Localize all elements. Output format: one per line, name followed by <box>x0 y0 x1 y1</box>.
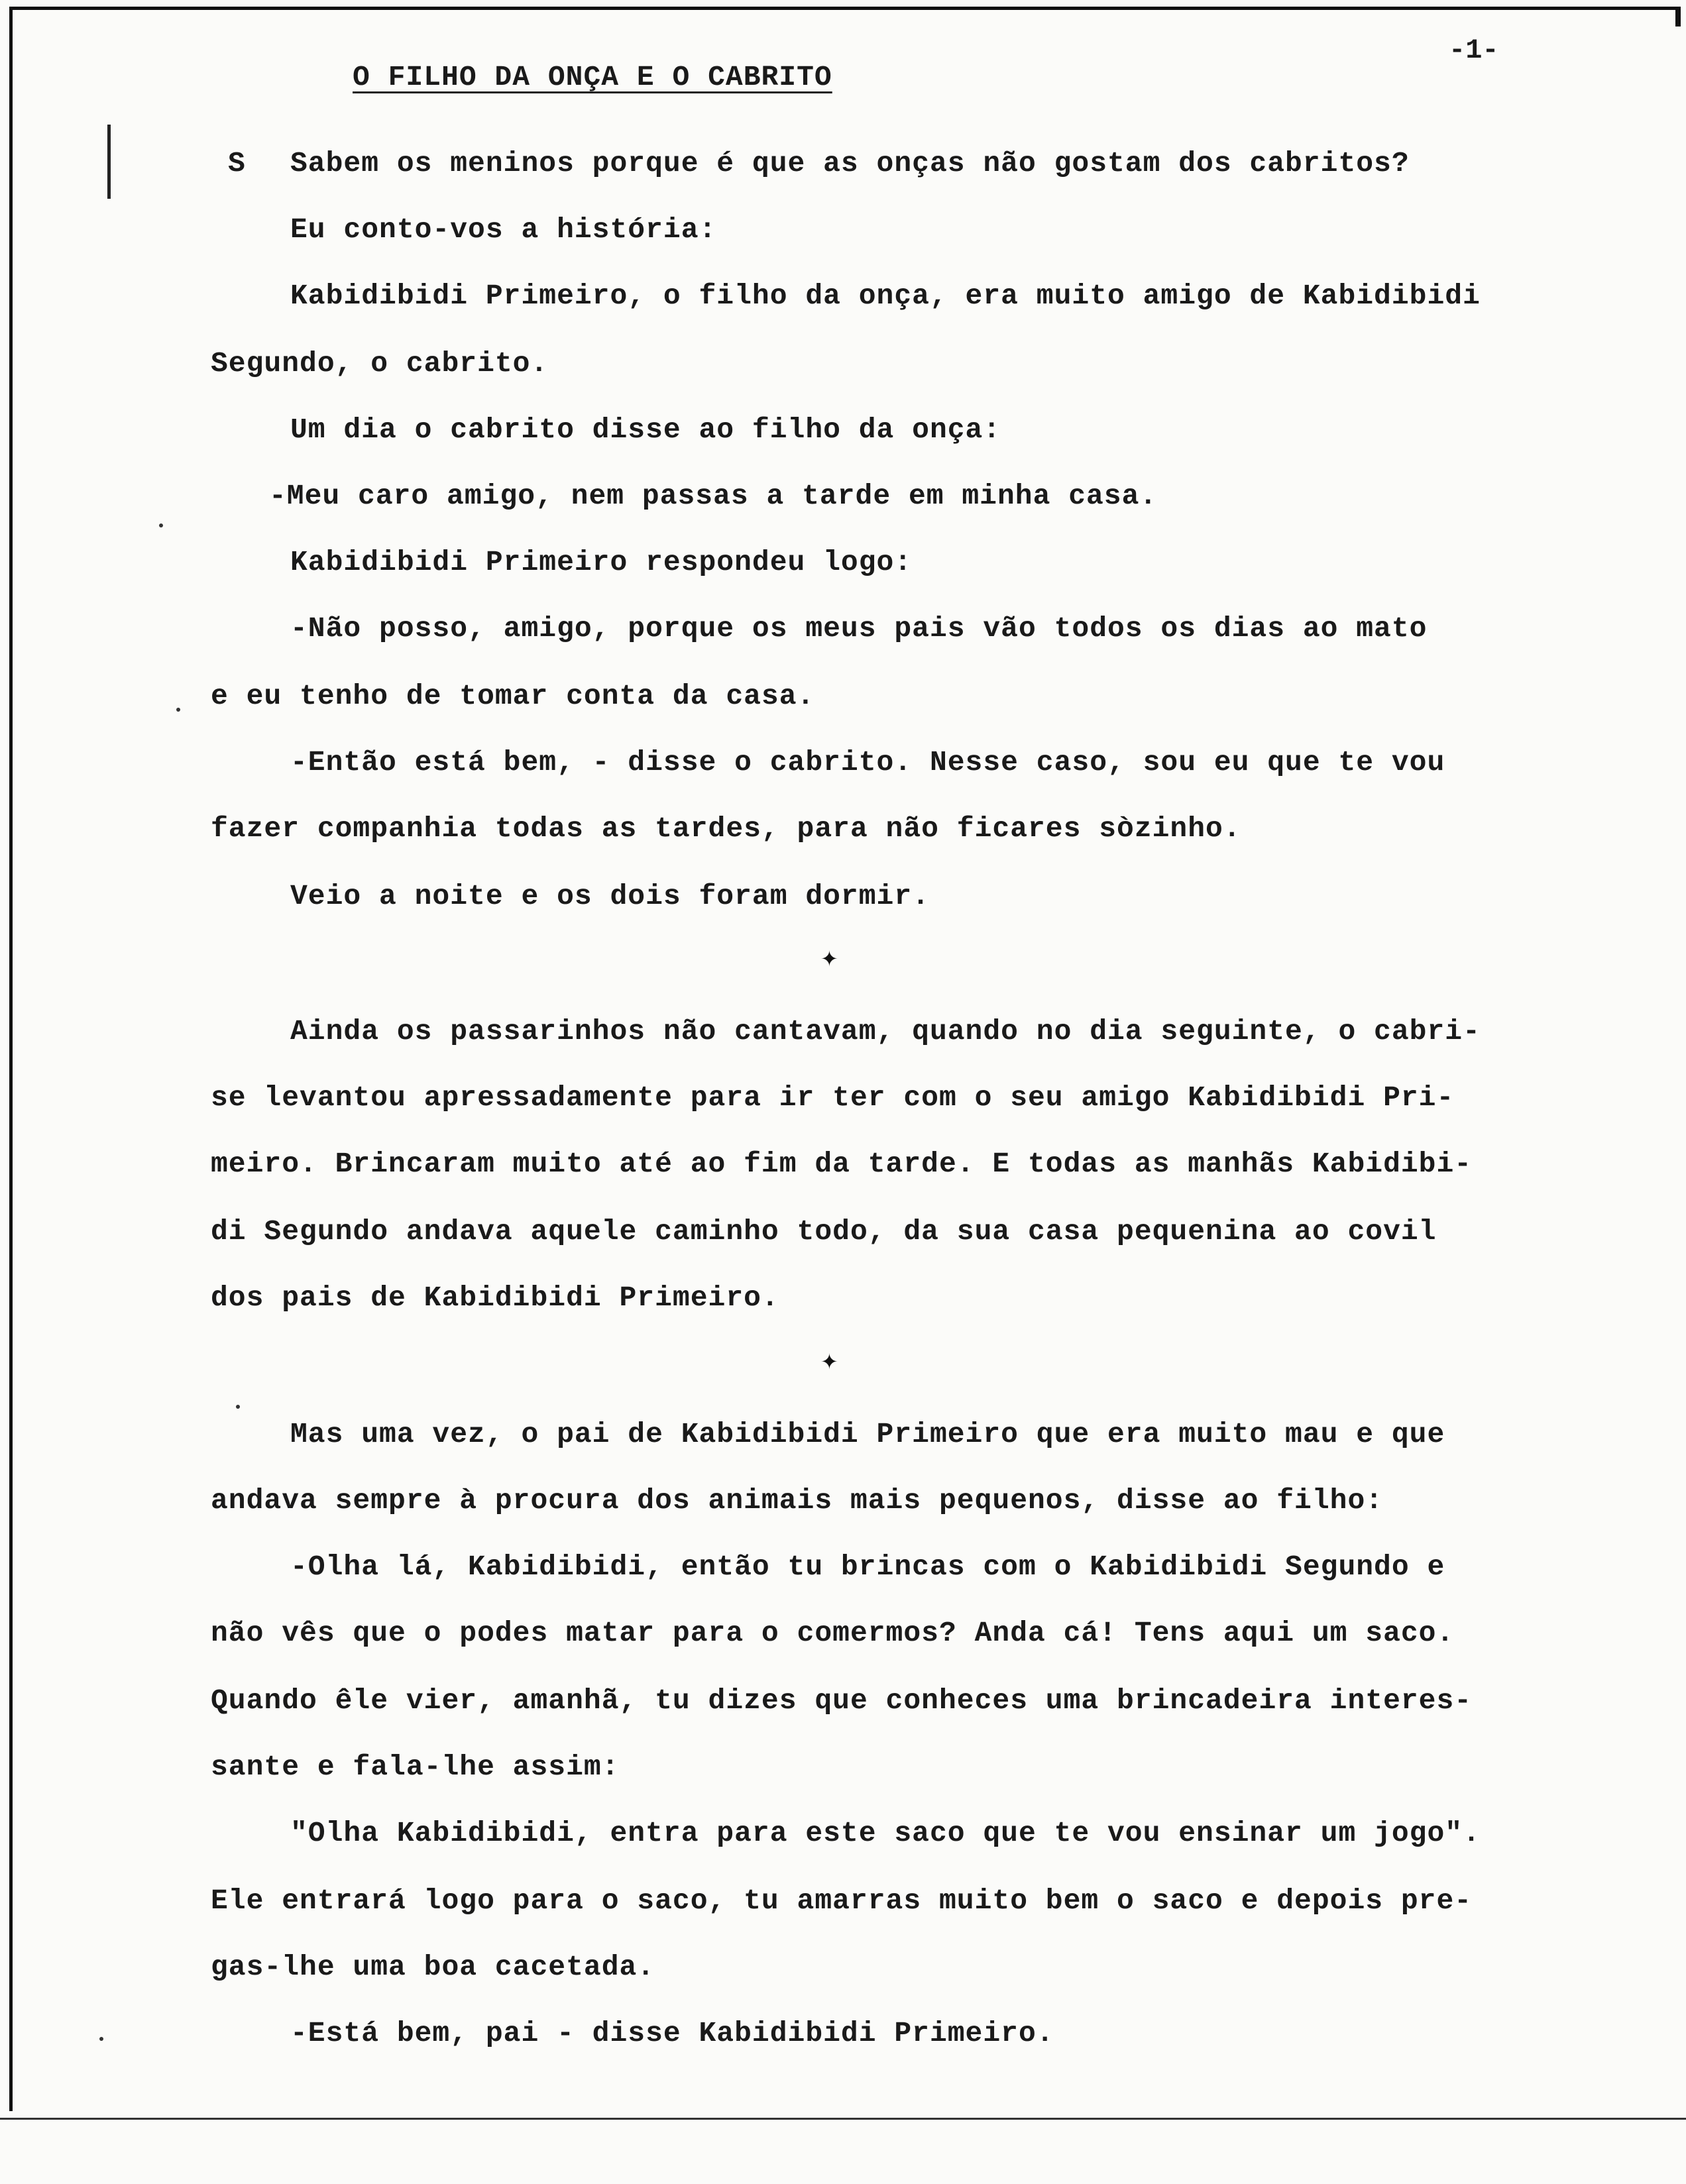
page-border-right <box>1675 7 1681 27</box>
text-line: -Olha lá, Kabidibidi, então tu brincas com o Kabidibidi Segundo e <box>290 1551 1445 1583</box>
text-line: -Então está bem, - disse o cabrito. Nesse caso, sou eu que te vou <box>290 746 1445 779</box>
text-line: meiro. Brincaram muito até ao fim da tarde. E todas as manhãs Kabidibi- <box>211 1148 1473 1180</box>
text-line: Um dia o cabrito disse ao filho da onça: <box>290 413 1001 446</box>
text-line: gas-lhe uma boa cacetada. <box>211 1951 655 1983</box>
ink-speck <box>236 1405 240 1409</box>
text-line: -Está bem, pai - disse Kabidibidi Primeiro. <box>290 2017 1054 2049</box>
text-line: Eu conto-vos a história: <box>290 213 717 246</box>
section-separator: ✦ <box>820 946 838 971</box>
text-line: sante e fala-lhe assim: <box>211 1751 620 1783</box>
ink-speck <box>176 708 180 712</box>
document-title: O FILHO DA ONÇA E O CABRITO <box>353 61 832 93</box>
text-line: Ainda os passarinhos não cantavam, quando no dia seguinte, o cabri- <box>290 1015 1481 1048</box>
section-separator: ✦ <box>820 1349 838 1374</box>
text-line: Kabidibidi Primeiro, o filho da onça, era muito amigo de Kabidibidi <box>290 280 1481 312</box>
margin-mark: S <box>228 147 245 180</box>
text-line: Veio a noite e os dois foram dormir. <box>290 880 930 912</box>
text-line: fazer companhia todas as tardes, para não ficares sòzinho. <box>211 812 1241 845</box>
bottom-rule <box>0 2118 1686 2120</box>
text-line: di Segundo andava aquele caminho todo, da sua casa pequenina ao covil <box>211 1215 1437 1248</box>
ink-speck <box>99 2037 103 2041</box>
text-line: se levantou apressadamente para ir ter com o seu amigo Kabidibidi Pri- <box>211 1081 1455 1114</box>
text-line: -Não posso, amigo, porque os meus pais vão todos os dias ao mato <box>290 612 1428 645</box>
ink-speck <box>159 523 163 527</box>
text-line: Kabidibidi Primeiro respondeu logo: <box>290 546 913 578</box>
text-line: Mas uma vez, o pai de Kabidibidi Primeiro que era muito mau e que <box>290 1418 1445 1450</box>
text-line: não vês que o podes matar para o comermos? Anda cá! Tens aqui um saco. <box>211 1617 1455 1649</box>
text-line: e eu tenho de tomar conta da casa. <box>211 680 815 712</box>
text-line: dos pais de Kabidibidi Primeiro. <box>211 1282 779 1314</box>
text-line: Sabem os meninos porque é que as onças não gostam dos cabritos? <box>290 147 1410 180</box>
text-line: andava sempre à procura dos animais mais pequenos, disse ao filho: <box>211 1484 1384 1517</box>
text-line: Segundo, o cabrito. <box>211 347 549 380</box>
text-line: Ele entrará logo para o saco, tu amarras muito bem o saco e depois pre- <box>211 1884 1473 1917</box>
page-number: -1- <box>1449 34 1499 66</box>
page-border-left <box>9 7 13 2111</box>
text-line: Quando êle vier, amanhã, tu dizes que conheces uma brincadeira interes- <box>211 1684 1473 1717</box>
text-line: "Olha Kabidibidi, entra para este saco que te vou ensinar um jogo". <box>290 1817 1481 1849</box>
page-border-top <box>9 7 1679 10</box>
text-line: -Meu caro amigo, nem passas a tarde em minha casa. <box>269 480 1158 512</box>
margin-bar <box>107 125 111 199</box>
